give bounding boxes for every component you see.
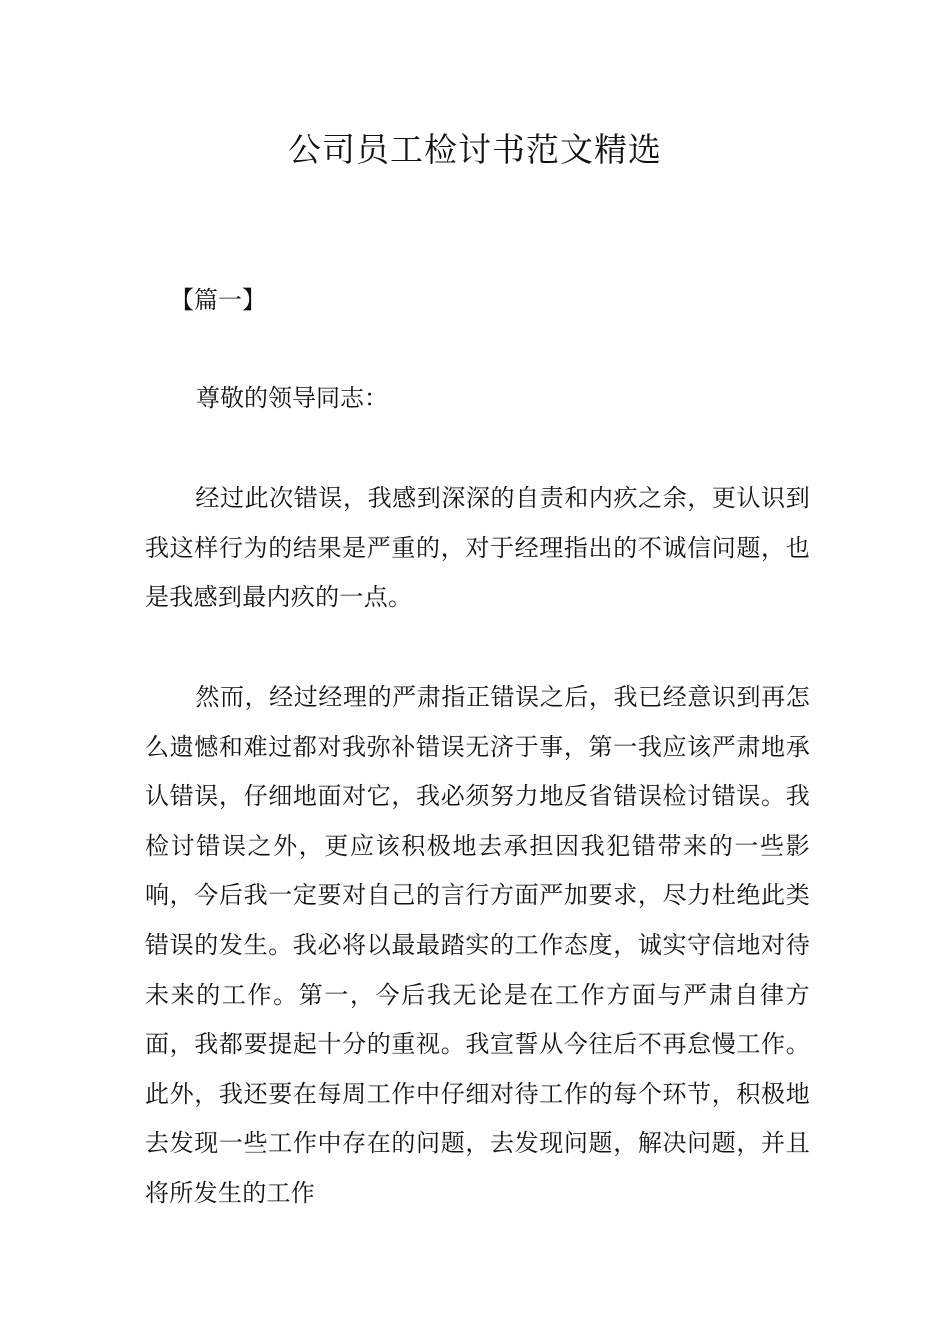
body-paragraph-1: 经过此次错误，我感到深深的自责和内疚之余，更认识到我这样行为的结果是严重的，对于经理指出的不诚信问题，也是我感到最内疚的一点。 — [145, 484, 810, 612]
body-paragraph-2: 然而，经过经理的严肃指正错误之后，我已经意识到再怎么遗憾和难过都对我弥补错误无济于事，第一我应该严肃地承认错误，仔细地面对它，我必须努力地反省错误检讨错误。我检讨错误之外，更应该积极地去承担因我犯错带来的一些影响，今后我一定要对自己的言行方面严加要求，尽力杜绝此类错误的发生。我必将以最最踏实的工作态度，诚实守信地对待未来的工作。第一，今后我无论是在工作方面与严肃自律方面，我都要提起十分的重视。我宣誓从今往后不再怠慢工作。此外，我还要在每周工作中仔细对待工作的每个环节，积极地去发现一些工作中存在的问题，去发现问题，解决问题，并且将所发生的工作 — [145, 683, 810, 1207]
section-heading: 【篇一】 — [170, 286, 266, 314]
page-title: 公司员工检讨书范文精选 — [288, 130, 662, 169]
salutation: 尊敬的领导同志： — [196, 384, 388, 412]
